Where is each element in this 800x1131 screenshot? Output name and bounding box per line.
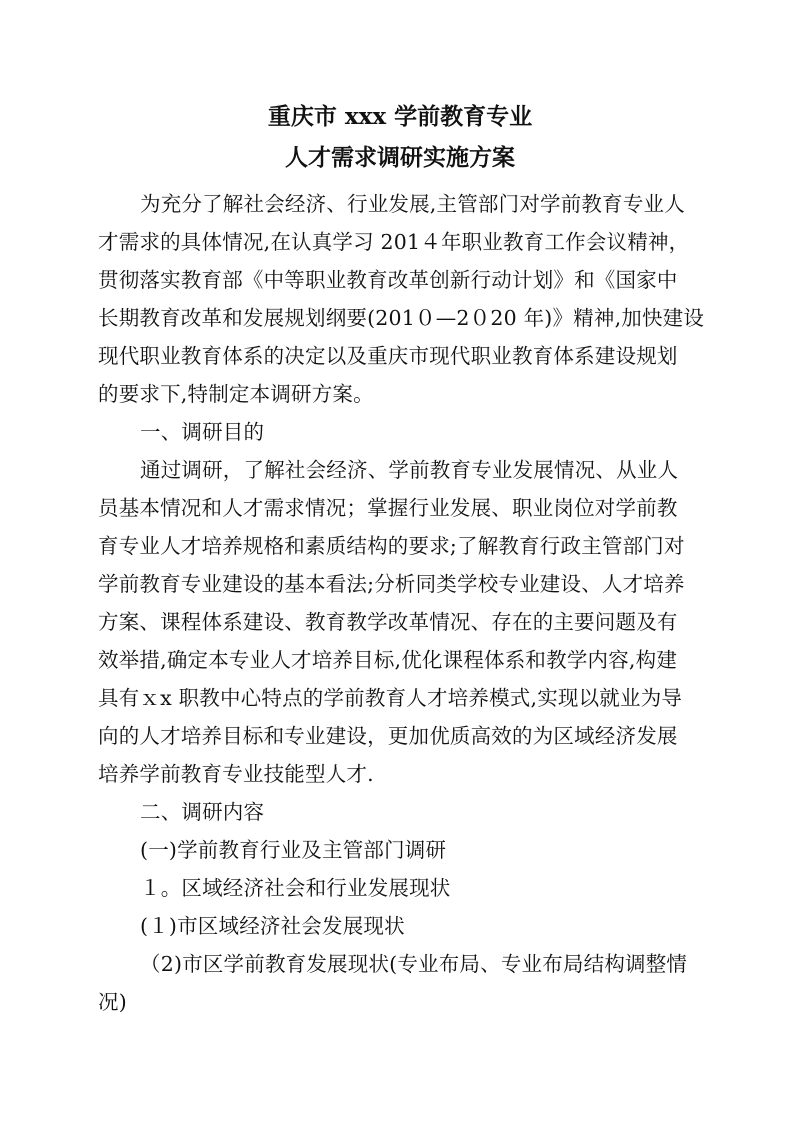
paragraph-line: 方案、课程体系建设、教育教学改革情况、存在的主要问题及有 (98, 610, 678, 634)
paragraph-line: 学前教育专业建设的基本看法;分析同类学校专业建设、人才培养 (98, 572, 685, 596)
paragraph-line: 向的人才培养目标和专业建设，更加优质高效的为区域经济发展 (98, 724, 678, 748)
paragraph-line: 为充分了解社会经济、行业发展,主管部门对学前教育专业人 (140, 192, 685, 216)
paragraph-line: 效举措,确定本专业人才培养目标,优化课程体系和教学内容,构建 (98, 648, 678, 672)
paragraph-line: 育专业人才培养规格和素质结构的要求;了解教育行政主管部门对 (98, 534, 685, 558)
subsection-heading: (一)学前教育行业及主管部门调研 (140, 838, 447, 862)
list-item: （2)市区学前教育发展现状(专业布局、专业布局结构调整情 (140, 952, 688, 976)
paragraph-line: 现代职业教育体系的决定以及重庆市现代职业教育体系建设规划 (98, 344, 678, 368)
paragraph-line: 员基本情况和人才需求情况；掌握行业发展、职业岗位对学前教 (98, 496, 678, 520)
list-item: １。区域经济社会和行业发展现状 (140, 876, 451, 900)
list-item: (１)市区域经济社会发展现状 (140, 914, 405, 938)
list-item-continuation: 况) (98, 990, 127, 1014)
document-title-line-1: 重庆市 xxx 学前教育专业 (267, 103, 533, 130)
paragraph-line: 通过调研，了解社会经济、学前教育专业发展情况、从业人 (140, 458, 679, 482)
paragraph-line: 培养学前教育专业技能型人才. (98, 762, 374, 786)
paragraph-line: 具有ｘx 职教中心特点的学前教育人才培养模式,实现以就业为导 (98, 686, 683, 710)
document-title-line-2: 人才需求调研实施方案 (285, 144, 515, 171)
section-heading-content: 二、调研内容 (140, 800, 265, 824)
section-heading-purpose: 一、调研目的 (140, 420, 265, 444)
paragraph-line: 的要求下,特制定本调研方案。 (98, 382, 374, 406)
paragraph-line: 长期教育改革和发展规划纲要(201０—2０20 年)》精神,加快建设 (98, 306, 705, 330)
paragraph-line: 贯彻落实教育部《中等职业教育改革创新行动计划》和《国家中 (98, 268, 678, 292)
paragraph-line: 才需求的具体情况,在认真学习 201４年职业教育工作会议精神， (98, 230, 690, 254)
